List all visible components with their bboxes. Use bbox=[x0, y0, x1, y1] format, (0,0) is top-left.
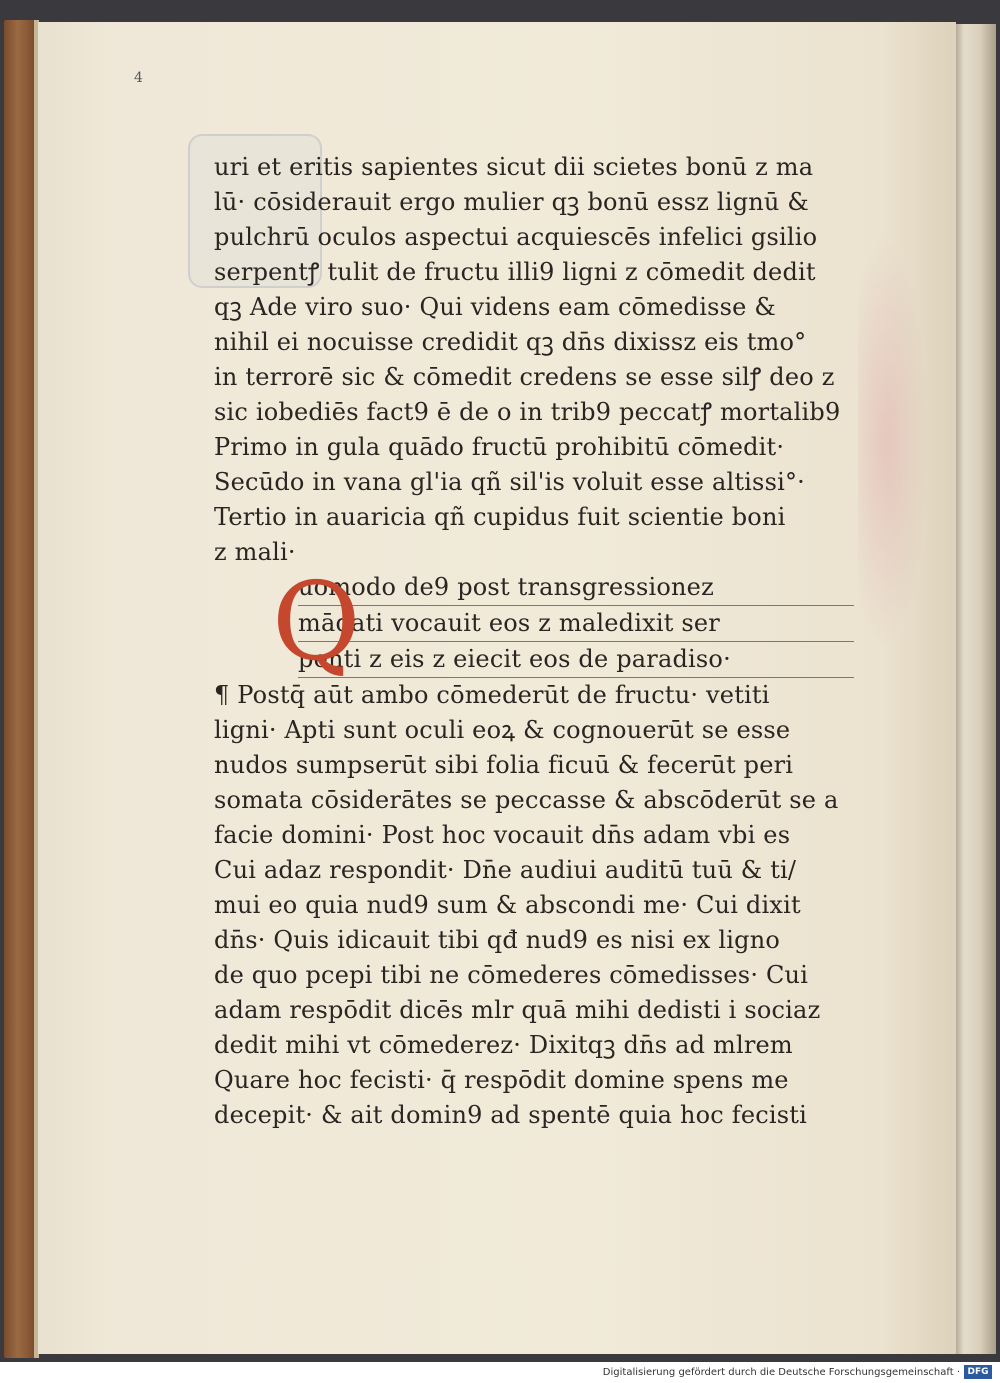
text-line: ligni· Apti sunt oculi eoꝝ & cognouerūt se esse bbox=[214, 716, 791, 744]
text-line: de quo pcepi tibi ne cōmederes cōmedisses· Cui bbox=[214, 961, 809, 989]
text-line: sic iobediēs fact9 ē de o in trib9 peccatꝭ mortalib9 bbox=[214, 398, 841, 426]
text-line: uri et eritis sapientes sicut dii scietes bonū z ma bbox=[214, 153, 814, 181]
text-line: Primo in gula quādo fructū prohibitū cōmedit· bbox=[214, 433, 785, 461]
book-cover bbox=[4, 20, 38, 1358]
text-line: facie domini· Post hoc vocauit dn̄s adam vbi es bbox=[214, 821, 791, 849]
text-line: z mali· bbox=[214, 538, 296, 566]
text-line: pulchrū oculos aspectui acquiescēs infelici gsilio bbox=[214, 223, 818, 251]
heading-line: penti z eis z eiecit eos de paradiso· bbox=[298, 642, 854, 678]
chapter-heading bbox=[214, 560, 854, 685]
ink-bleed bbox=[858, 232, 928, 652]
text-line: adam respōdit dicēs mlr quā mihi dedisti i sociaz bbox=[214, 996, 821, 1024]
corner-mark: 4 bbox=[134, 70, 143, 86]
text-line: lū· cōsiderauit ergo mulier qꝫ bonū essz lignū & bbox=[214, 188, 809, 216]
text-line: Tertio in auaricia qñ cupidus fuit scientie boni bbox=[214, 503, 786, 531]
text-line: qꝫ Ade viro suo· Qui videns eam cōmedisse & bbox=[214, 293, 776, 321]
text-line: dedit mihi vt cōmederez· Dixitqꝫ dn̄s ad mlrem bbox=[214, 1031, 793, 1059]
text-line: in terrorē sic & cōmedit credens se esse silꝭ deo z bbox=[214, 363, 835, 391]
text-line: somata cōsiderātes se peccasse & abscōderūt se a bbox=[214, 786, 839, 814]
next-leaf-edge bbox=[956, 24, 996, 1354]
heading-line: mādati vocauit eos z maledixit ser bbox=[298, 606, 854, 642]
text-block bbox=[214, 150, 854, 1133]
text-line: Cui adaz respondit· Dn̄e audiui auditū tuū & ti/ bbox=[214, 856, 797, 884]
text-line: nudos sumpserūt sibi folia ficuū & fecerūt peri bbox=[214, 751, 794, 779]
funding-credit: Digitalisierung gefördert durch die Deutsche Forschungsgemeinschaft · bbox=[602, 1367, 960, 1378]
dfg-logo: DFG bbox=[964, 1365, 992, 1379]
text-line: nihil ei nocuisse credidit qꝫ dn̄s dixissz eis tmo° bbox=[214, 328, 807, 356]
text-line: decepit· & ait domin9 ad spentē quia hoc fecisti bbox=[214, 1101, 807, 1129]
text-line: ¶ Postq̄ aūt ambo cōmederūt de fructu· vetiti bbox=[214, 681, 770, 709]
text-line: dn̄s· Quis idicauit tibi qđ nud9 es nisi ex ligno bbox=[214, 926, 781, 954]
heading-line: uomodo de9 post transgressionez bbox=[298, 570, 854, 606]
footer-bar bbox=[0, 1362, 1000, 1383]
text-line: Secūdo in vana gl'ia qñ sil'is voluit esse altissi°· bbox=[214, 468, 805, 496]
rubricated-initial: Q bbox=[272, 560, 361, 685]
text-line: serpentꝭ tulit de fructu illi9 ligni z cōmedit dedit bbox=[214, 258, 816, 286]
text-line: mui eo quia nud9 sum & abscondi me· Cui dixit bbox=[214, 891, 801, 919]
text-line: Quare hoc fecisti· q̄ respōdit domine spens me bbox=[214, 1066, 789, 1094]
